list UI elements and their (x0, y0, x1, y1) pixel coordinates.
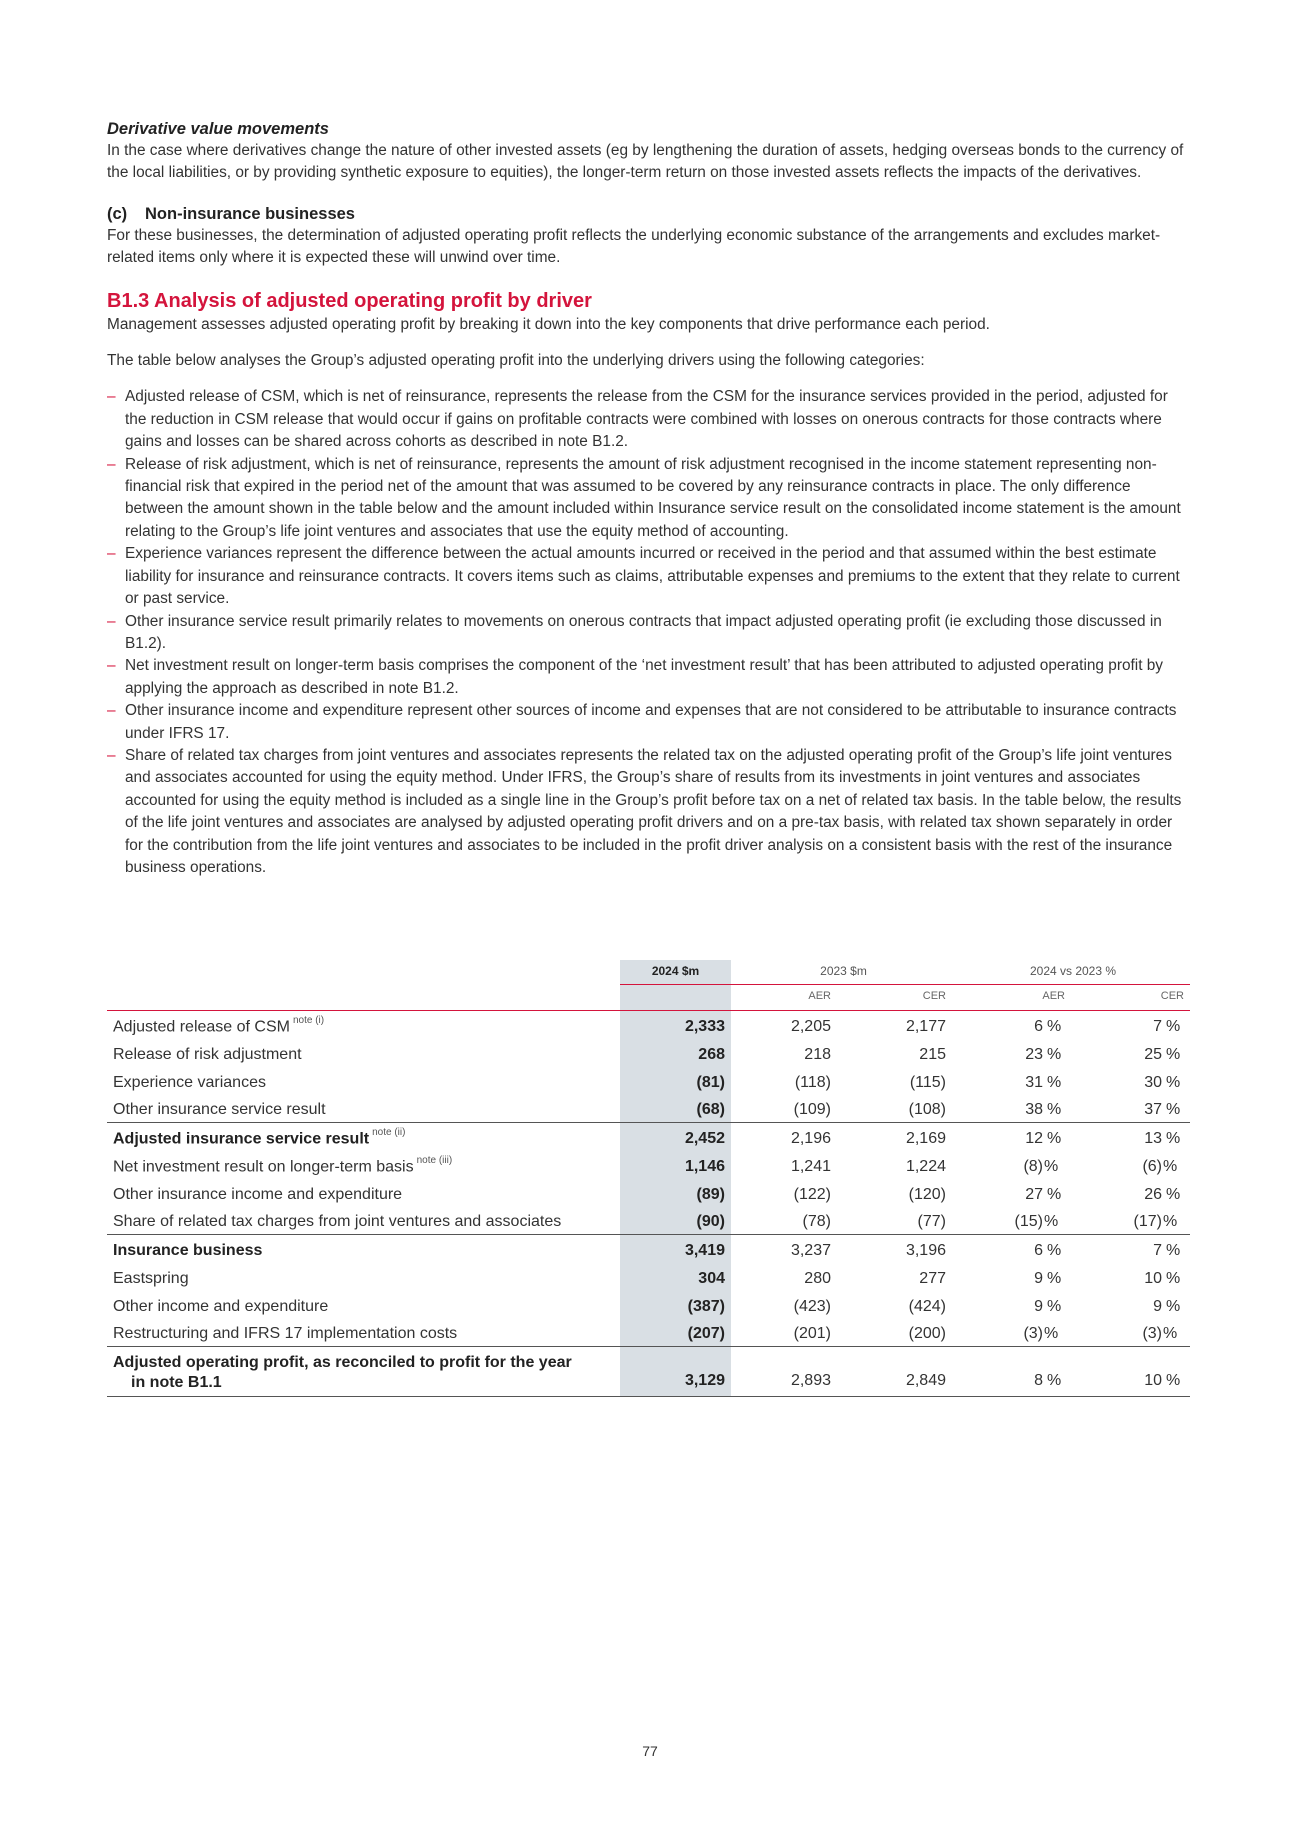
row-pct-aer: 6 % (956, 1234, 1075, 1262)
row-aer-2023: (118) (794, 1073, 831, 1091)
header-2024: 2024 $m (620, 960, 731, 985)
row-label: Insurance business (107, 1234, 620, 1262)
row-cer-2023: (77) (917, 1213, 946, 1231)
row-pct-aer: 6 % (956, 1010, 1075, 1038)
row-aer-2023: (109) (793, 1101, 831, 1119)
row-pct-cer: 7 % (1075, 1234, 1190, 1262)
list-item-text: Adjusted release of CSM, which is net of reinsurance, represents the release from the CSM for the insurance services provided in the period, adjusted for the reduction in CSM release that would occur if gains on profitable contracts were combined with losses on onerous contracts for those contracts where gains and losses can be shared across cohorts as described in note B1.2. (125, 388, 1168, 451)
table-row (107, 1290, 1190, 1318)
row-aer-2023: (423) (793, 1297, 831, 1315)
list-item-text: Share of related tax charges from joint ventures and associates represents the related tax on the adjusted operating profit of the Group’s life joint ventures and associates accounted for using the equity method. Under IFRS, the Group’s share of results from its investments in joint ventures and associates accounted for using the equity method is included as a single line in the Group’s profit before tax on a net of related tax basis. In the table below, the results of the life joint ventures and associates are analysed by adjusted operating profit drivers and on a pre-tax basis, with related tax shown separately in order for the contribution from the life joint ventures and associates to be included in the profit driver analysis on a consistent basis with the rest of the insurance business operations. (125, 746, 1182, 876)
row-2024: (81) (620, 1066, 731, 1094)
dash-icon: – (107, 702, 116, 720)
row-cer-2023: (120) (908, 1185, 946, 1203)
table-total-row (107, 1346, 1190, 1396)
dash-icon: – (107, 545, 116, 563)
row-cer-2023: 1,224 (905, 1157, 946, 1175)
list-item-text: Release of risk adjustment, which is net of reinsurance, represents the amount of risk adjustment recognised in the income statement representing non-financial risk that expired in the period net of the amount that was assumed to be covered by any reinsurance contracts in place. The only difference between the amount shown in the table below and the amount included within Insurance service result on the consolidated income statement is the amount relating to the Group’s life joint ventures and associates that use the equity method of accounting. (125, 455, 1181, 540)
list-item (107, 454, 1190, 544)
note-ref: note (i) (292, 1014, 325, 1026)
non-insurance-text: For these businesses, the determination of adjusted operating profit reflects the underlying economic substance of the arrangements and excludes market-related items only where it is expected these will unwind over time. (107, 226, 1161, 267)
list-item (107, 543, 1190, 610)
table-row (107, 1178, 1190, 1206)
section-title: B1.3 Analysis of adjusted operating profit by driver (107, 289, 592, 312)
row-2024: 304 (620, 1262, 731, 1290)
list-item (107, 745, 1190, 879)
row-2024: (89) (620, 1178, 731, 1206)
table-row (107, 1150, 1190, 1178)
table-body (107, 1010, 1190, 1346)
subheader-cer-2023: CER (922, 990, 946, 1003)
row-2024: (387) (620, 1290, 731, 1318)
list-item-text: Other insurance service result primarily relates to movements on onerous contracts that impact adjusted operating profit (ie excluding those discussed in B1.2). (125, 612, 1162, 652)
row-pct-cer: 10 % (1144, 1269, 1181, 1287)
row-pct-aer: (3)% (1023, 1325, 1059, 1343)
row-pct-aer: 27 % (1025, 1185, 1062, 1203)
row-pct-cer: (3)% (1142, 1325, 1178, 1343)
row-2024: (90) (620, 1206, 731, 1234)
dash-icon: – (107, 746, 116, 764)
row-2024: 2,452 (620, 1122, 731, 1150)
total-aer-2023: 2,893 (731, 1346, 845, 1396)
row-aer-2023: 280 (804, 1269, 831, 1287)
list-item (107, 655, 1190, 700)
note-ref: note (ii) (372, 1126, 406, 1138)
row-pct-cer: (17)% (1133, 1213, 1178, 1231)
row-aer-2023: 2,205 (731, 1010, 845, 1038)
subheader-aer-2023: AER (808, 990, 831, 1003)
table-row (107, 1010, 1190, 1038)
header-blank (107, 960, 620, 985)
list-item (107, 700, 1190, 745)
total-pct-aer: 8 % (956, 1346, 1075, 1396)
row-label: Other insurance income and expenditure (113, 1185, 403, 1203)
row-label: Other insurance service result (113, 1101, 326, 1119)
row-pct-aer: 31 % (1025, 1073, 1062, 1091)
dash-icon: – (107, 657, 116, 675)
row-aer-2023: (78) (802, 1213, 831, 1231)
row-aer-2023: 2,196 (731, 1122, 845, 1150)
dash-icon: – (107, 388, 116, 406)
total-2024: 3,129 (620, 1346, 731, 1396)
subheader-aer-vs: AER (1042, 990, 1065, 1003)
row-cer-2023: (108) (908, 1101, 946, 1119)
table-row (107, 1122, 1190, 1150)
table-row (107, 1038, 1190, 1066)
row-label: Share of related tax charges from joint ventures and associates (113, 1213, 562, 1231)
row-cer-2023: (424) (908, 1297, 946, 1315)
row-2024: 3,419 (620, 1234, 731, 1262)
header-vs: 2024 vs 2023 % (956, 960, 1190, 985)
row-aer-2023: (201) (793, 1325, 831, 1343)
page-content (107, 118, 1190, 879)
row-aer-2023: 3,237 (731, 1234, 845, 1262)
row-pct-cer: 37 % (1144, 1101, 1181, 1119)
note-ref: note (iii) (416, 1154, 453, 1166)
row-aer-2023: 218 (804, 1045, 831, 1063)
derivative-text: In the case where derivatives change the nature of other invested assets (eg by lengthening the duration of assets, hedging overseas bonds to the currency of the local liabilities, or by providing synthetic exposure to equities), the longer-term return on those invested assets reflects the impacts of the derivatives. (107, 142, 1184, 182)
row-2024: 1,146 (620, 1150, 731, 1178)
row-pct-cer: 30 % (1144, 1073, 1181, 1091)
non-insurance-heading (107, 203, 1190, 225)
header-2023: 2023 $m (731, 960, 956, 985)
row-2024: (68) (620, 1094, 731, 1122)
row-pct-cer: (6)% (1142, 1157, 1178, 1175)
non-insurance-label: (c) (107, 204, 128, 223)
table-subheader-row (107, 985, 1190, 1010)
row-cer-2023: 2,169 (845, 1122, 956, 1150)
row-pct-cer: 9 % (1153, 1297, 1181, 1315)
row-pct-aer: 23 % (1025, 1045, 1062, 1063)
row-label: Release of risk adjustment (113, 1045, 302, 1063)
row-aer-2023: 1,241 (790, 1157, 831, 1175)
row-cer-2023: 3,196 (845, 1234, 956, 1262)
row-cer-2023: (200) (908, 1325, 946, 1343)
row-pct-cer: 7 % (1075, 1010, 1190, 1038)
table-row (107, 1094, 1190, 1122)
row-cer-2023: 277 (919, 1269, 946, 1287)
derivative-heading: Derivative value movements (107, 120, 329, 138)
row-label: Experience variances (113, 1073, 266, 1091)
row-label: Other income and expenditure (113, 1297, 329, 1315)
row-pct-aer: 12 % (956, 1122, 1075, 1150)
row-pct-cer: 13 % (1075, 1122, 1190, 1150)
page-number: 77 (642, 1743, 658, 1759)
row-pct-aer: 9 % (1034, 1297, 1062, 1315)
row-cer-2023: 2,177 (845, 1010, 956, 1038)
row-pct-aer: 38 % (1025, 1101, 1062, 1119)
total-pct-cer: 10 % (1075, 1346, 1190, 1396)
dash-icon: – (107, 612, 116, 630)
profit-driver-table (107, 960, 1190, 1397)
list-item (107, 386, 1190, 453)
row-label: Adjusted insurance service result $^{note (ii)}$ (107, 1122, 620, 1150)
total-cer-2023: 2,849 (845, 1346, 956, 1396)
row-pct-aer: (8)% (1023, 1157, 1059, 1175)
row-pct-aer: 9 % (1034, 1269, 1062, 1287)
row-cer-2023: 215 (919, 1045, 946, 1063)
list-item-text: Net investment result on longer-term basis comprises the component of the ‘net investment result’ that has been attributed to adjusted operating profit by applying the approach as described in note B1.2. (125, 657, 1164, 697)
row-label: Adjusted release of CSM $^{note (i)}$ (107, 1010, 620, 1038)
driver-bullet-list (107, 386, 1190, 879)
row-2024: (207) (620, 1318, 731, 1346)
list-item-text: Other insurance income and expenditure represent other sources of income and expenses that are not considered to be attributable to insurance contracts under IFRS 17. (125, 702, 1177, 742)
row-2024: 2,333 (620, 1010, 731, 1038)
dash-icon: – (107, 455, 116, 473)
row-cer-2023: (115) (909, 1073, 946, 1091)
table-row (107, 1262, 1190, 1290)
list-item (107, 611, 1190, 656)
table-row (107, 1206, 1190, 1234)
row-pct-cer: 25 % (1144, 1045, 1181, 1063)
row-pct-aer: (15)% (1014, 1213, 1059, 1231)
list-item-text: Experience variances represent the difference between the actual amounts incurred or received in the period and that assumed within the best estimate liability for insurance and reinsurance contracts. It covers items such as claims, attributable expenses and premiums to the extent that they relate to current or past service. (125, 545, 1180, 608)
row-pct-cer: 26 % (1144, 1185, 1181, 1203)
table-row (107, 1318, 1190, 1346)
table-row (107, 1234, 1190, 1262)
row-label: Eastspring (113, 1269, 189, 1287)
row-label: Net investment result on longer-term basis $^{note (iii)}$ (113, 1154, 453, 1175)
row-aer-2023: (122) (793, 1185, 831, 1203)
non-insurance-title: Non-insurance businesses (145, 204, 355, 223)
table-header-row (107, 960, 1190, 985)
table-row (107, 1066, 1190, 1094)
subheader-cer-vs: CER (1160, 990, 1184, 1003)
section-intro-1: Management assesses adjusted operating profit by breaking it down into the key components that drive performance each period. (107, 315, 990, 333)
section-intro-2: The table below analyses the Group’s adjusted operating profit into the underlying drivers using the following categories: (107, 352, 925, 370)
row-2024: 268 (620, 1038, 731, 1066)
row-label: Restructuring and IFRS 17 implementation costs (113, 1325, 458, 1343)
total-label: Adjusted operating profit, as reconciled to profit for the year in note B1.1 (107, 1346, 620, 1396)
